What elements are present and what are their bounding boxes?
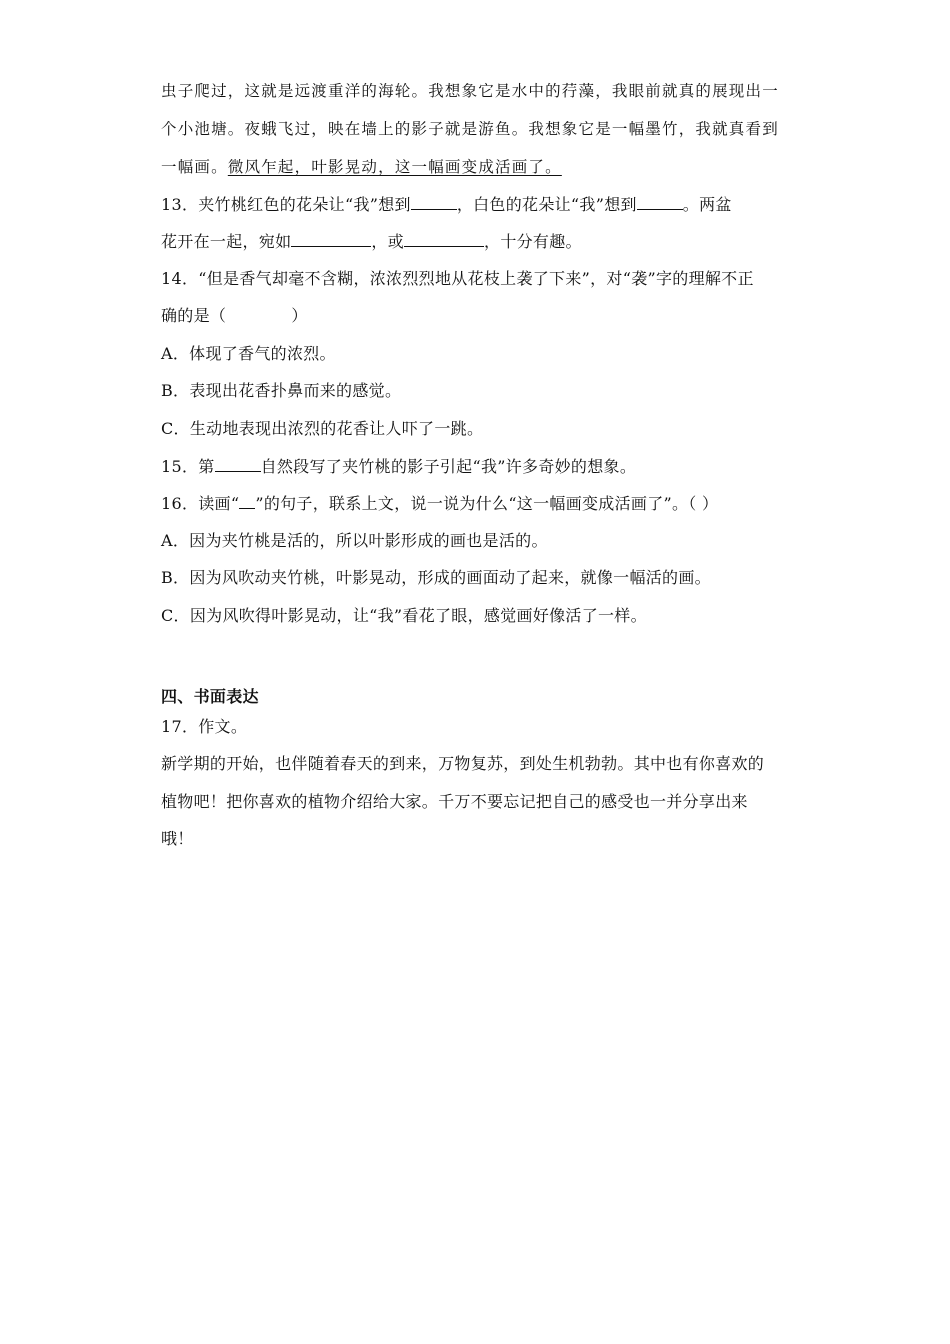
q15-suffix: 自然段写了夹竹桃的影子引起“我”许多奇妙的想象。 xyxy=(260,457,637,476)
q15-prefix: 15．第 xyxy=(161,457,215,476)
q16-option-b[interactable]: B．因为风吹动夹竹桃，叶影晃动，形成的画面动了起来，就像一幅活的画。 xyxy=(161,568,711,587)
question-13-line-1 xyxy=(161,193,732,216)
q16-suffix: ”的句子，联系上文，说一说为什么“这一幅画变成活画了”。（ ） xyxy=(255,494,719,513)
q13-text-e: ，或 xyxy=(371,232,405,251)
q14-option-b[interactable]: B．表现出花香扑鼻而来的感觉。 xyxy=(161,381,402,400)
passage-line-3 xyxy=(161,156,562,178)
question-13-line-2 xyxy=(161,230,582,253)
q13-text-f: ，十分有趣。 xyxy=(484,232,582,251)
q13-blank-3[interactable] xyxy=(291,230,371,247)
passage-underlined-sentence: 微风乍起，叶影晃动，这一幅画变成活画了。 xyxy=(227,158,562,176)
q13-text-c: 。两盆 xyxy=(682,195,732,214)
q15-blank[interactable] xyxy=(215,455,261,472)
q13-text-a: 13．夹竹桃红色的花朵让“我”想到 xyxy=(161,195,411,214)
q13-blank-1[interactable] xyxy=(411,193,457,210)
q13-text-d: 花开在一起，宛如 xyxy=(161,232,292,251)
passage-line-2: 个小池塘。夜蛾飞过，映在墙上的影子就是游鱼。我想象它是一幅墨竹，我就真看到 xyxy=(161,120,779,138)
q16-underline-symbol xyxy=(239,492,255,509)
q16-option-c[interactable]: C．因为风吹得叶影晃动，让“我”看花了眼，感觉画好像活了一样。 xyxy=(161,606,647,625)
passage-line-1: 虫子爬过，这就是远渡重洋的海轮。我想象它是水中的荇藻，我眼前就真的展现出一 xyxy=(161,82,779,100)
question-15 xyxy=(161,455,636,478)
q14-option-c[interactable]: C．生动地表现出浓烈的花香让人吓了一跳。 xyxy=(161,419,484,438)
q16-prefix: 16．读画“ xyxy=(161,494,240,513)
question-14-line-2: 确的是（ ） xyxy=(161,306,308,325)
q13-blank-4[interactable] xyxy=(404,230,484,247)
q13-blank-2[interactable] xyxy=(637,193,683,210)
question-16 xyxy=(161,492,718,515)
section-4-heading: 四、书面表达 xyxy=(161,687,259,706)
q14-option-a[interactable]: A．体现了香气的浓烈。 xyxy=(161,344,336,363)
question-14-line-1: 14．“但是香气却毫不含糊，浓浓烈烈地从花枝上袭了下来”，对“袭”字的理解不正 xyxy=(161,269,754,288)
essay-prompt-line-3: 哦！ xyxy=(161,829,194,848)
passage-line-3-prefix: 一幅画。 xyxy=(161,158,228,176)
question-17: 17．作文。 xyxy=(161,717,248,736)
essay-prompt-line-1: 新学期的开始，也伴随着春天的到来，万物复苏，到处生机勃勃。其中也有你喜欢的 xyxy=(161,754,765,773)
q16-option-a[interactable]: A．因为夹竹桃是活的，所以叶影形成的画也是活的。 xyxy=(161,531,548,550)
essay-prompt-line-2: 植物吧！把你喜欢的植物介绍给大家。千万不要忘记把自己的感受也一并分享出来 xyxy=(161,792,748,811)
q13-text-b: ，白色的花朵让“我”想到 xyxy=(456,195,637,214)
